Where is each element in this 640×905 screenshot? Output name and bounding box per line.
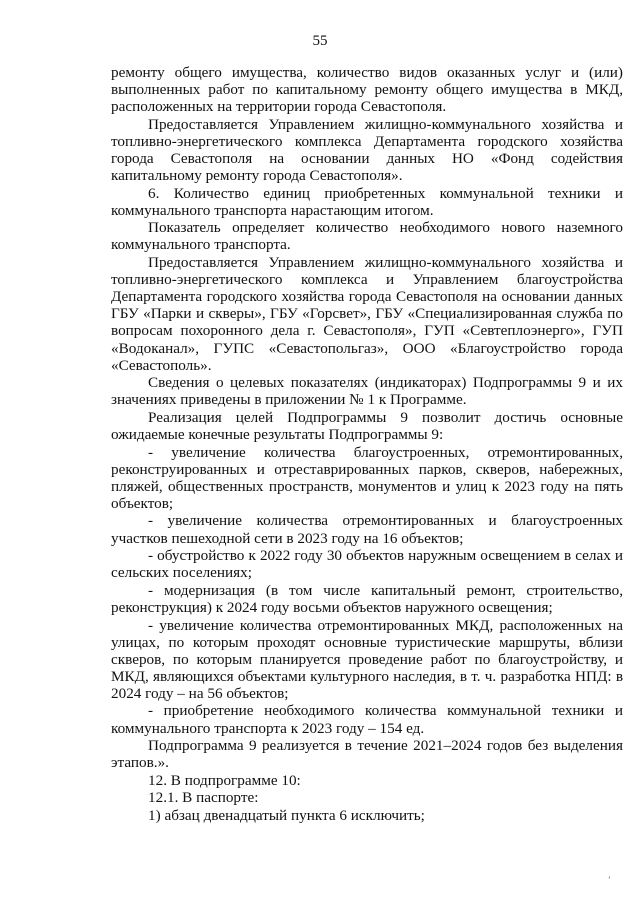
result-item-parks: - увеличение количества благоустроенных, отремонтированных, реконструированных и отреставрированных парков, скверов, набережных, пляжей, общественных пространств, монументов и улиц к 2023 году на пять объектов; [111, 443, 623, 512]
paragraph-exclude-clause: 1) абзац двенадцатый пункта 6 исключить; [148, 807, 425, 825]
paragraph-continuation: ремонту общего имущества, количество видов оказанных услуг и (или) выполненных работ по капитальному ремонту общего имущества в МКД, расположенных на территории города Севастополя. [111, 64, 623, 116]
paragraph-indicator-6: 6. Количество единиц приобретенных коммунальной техники и коммунального транспорта нарастающим итогом. [111, 184, 623, 219]
paragraph-passport: 12.1. В паспорте: [148, 789, 259, 807]
paragraph-implementation-period: Подпрограмма 9 реализуется в течение 2021–2024 годов без выделения этапов.». [111, 737, 623, 772]
result-item-village-lighting: - обустройство к 2022 году 30 объектов наружным освещением в селах и сельских поселениях; [111, 547, 623, 582]
paragraph-subprogram-10: 12. В подпрограмме 10: [148, 771, 301, 789]
document-body [111, 64, 623, 824]
result-item-apartment-buildings: - увеличение количества отремонтированных МКД, расположенных на улицах, по которым проходят основные туристические маршруты, вблизи скверов, по которым планируется проведение работ по благоустройству, и МКД, являющихся объектами культурного наследия, в т. ч. разработка НПД: в 2024 году – на 56 объектов; [111, 616, 623, 702]
paragraph-source-capital-repair: Предоставляется Управлением жилищно-коммунального хозяйства и топливно-энергетического комплекса Департамента городского хозяйства города Севастополя на основании данных НО «Фонд содействия капитальному ремонту города Севастополя». [111, 115, 623, 185]
paragraph-indicators-appendix: Сведения о целевых показателях (индикаторах) Подпрограммы 9 и их значениях приведены в приложении № 1 к Программе. [111, 374, 623, 409]
scan-mark-icon: ’ [608, 875, 611, 884]
paragraph-source-indicator-6: Предоставляется Управлением жилищно-коммунального хозяйства и топливно-энергетического комплекса и Управлением благоустройства Департамента городского хозяйства города Севастополя на основании данных ГБУ «Парки и скверы», ГБУ «Горсвет», ГБУ «Специализированная служба по вопросам похоронного дела г. Севастополя», ГУП «Севтеплоэнерго», ГУП «Водоканал», ГУПС «Севастопольгаз», ООО «Благоустройство города «Севастополь». [111, 254, 623, 374]
page-number: 55 [312, 33, 328, 49]
result-item-pedestrian-network: - увеличение количества отремонтированных и благоустроенных участков пешеходной сети в 2023 году на 16 объектов; [111, 512, 623, 547]
paragraph-indicator-6-description: Показатель определяет количество необходимого нового наземного коммунального транспорта. [111, 219, 623, 254]
result-item-municipal-vehicles: - приобретение необходимого количества коммунальной техники и коммунального транспорта к 2023 году – 154 ед. [111, 702, 623, 737]
paragraph-expected-results-intro: Реализация целей Подпрограммы 9 позволит достичь основные ожидаемые конечные результаты Подпрограммы 9: [111, 408, 623, 443]
result-item-lighting-modernization: - модернизация (в том числе капитальный ремонт, строительство, реконструкция) к 2024 году восьми объектов наружного освещения; [111, 581, 623, 616]
